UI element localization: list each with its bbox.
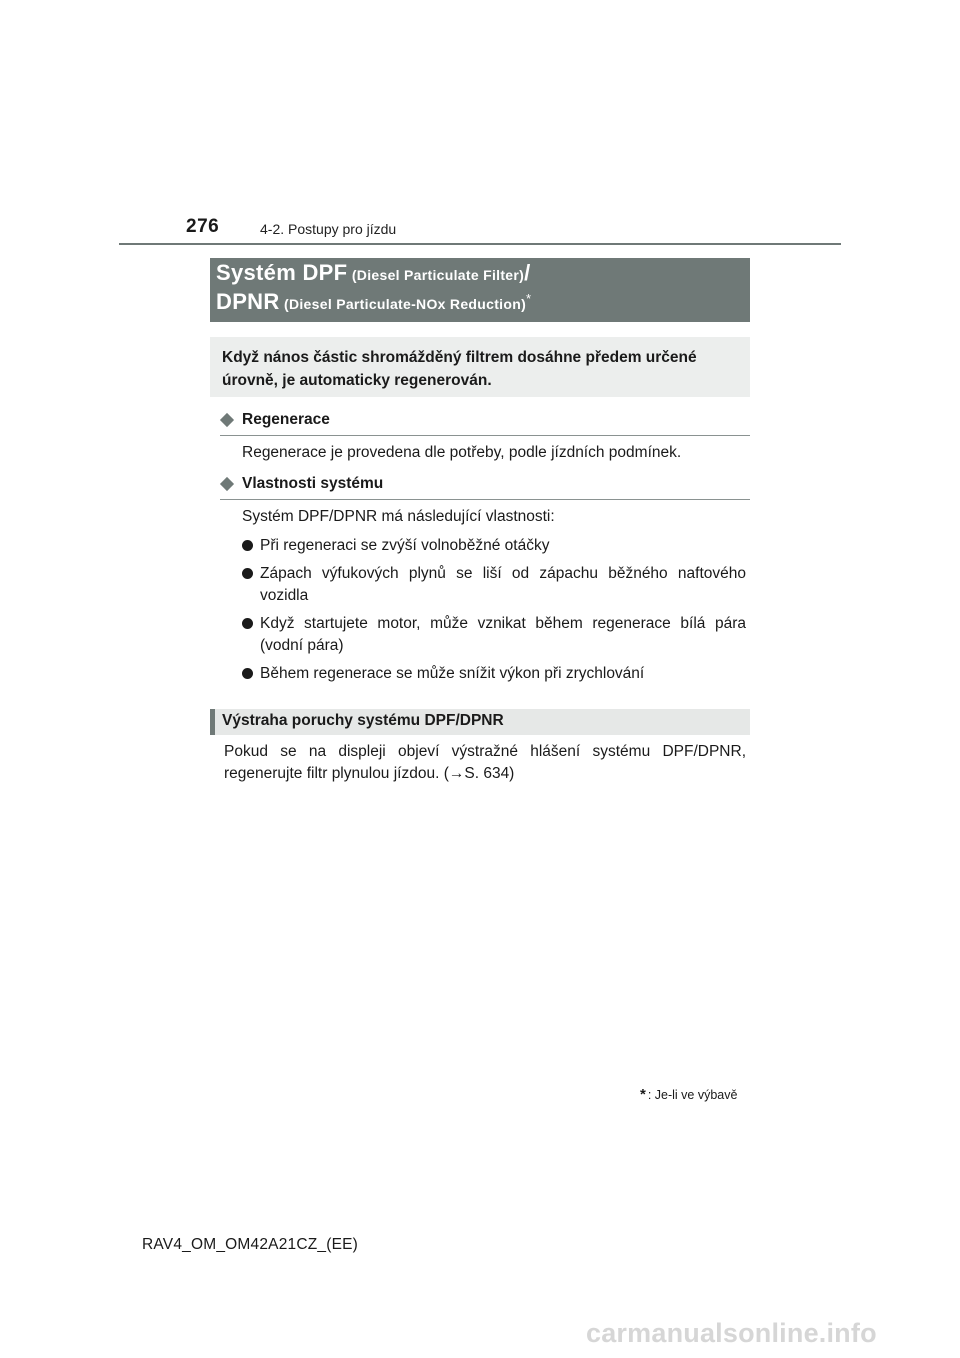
footnote-text: : Je-li ve výbavě [647,1088,738,1102]
page-number: 276 [186,216,220,237]
list-item-text: Když startujete motor, může vznikat během regenerace bílá pára (vodní pára) [260,615,746,654]
title-asterisk: * [526,291,532,306]
title-dpf-subtitle: (Diesel Particulate Filter) [351,267,525,283]
warning-text [224,741,746,785]
diamond-icon [220,413,234,427]
title-dpnr: DPNR [216,289,280,314]
title-slash: / [524,260,531,285]
title-line-1 [216,260,530,286]
regeneration-heading-label: Regenerace [242,411,330,428]
diamond-icon [220,477,234,491]
properties-heading-label: Vlastnosti systému [242,475,384,492]
intro-text: Když nános částic shromážděný filtrem dosáhne předem určené úrovně, je automaticky regenerován. [222,349,697,389]
regeneration-text: Regenerace je provedena dle potřeby, podle jízdních podmínek. [242,444,682,461]
warning-accent-bar [210,709,215,735]
watermark: carmanualsonline.info [586,1318,877,1348]
header-rule [119,243,841,245]
regeneration-heading [220,411,750,436]
bullet-icon [242,618,253,629]
title-line-2 [216,289,531,315]
list-item-text: Při regeneraci se zvýší volnoběžné otáčky [260,537,550,554]
footnote [640,1086,737,1103]
bullet-icon [242,568,253,579]
properties-heading [220,475,750,500]
warning-heading-box [210,709,750,735]
properties-text: Systém DPF/DPNR má následující vlastnosti: [242,508,555,525]
warning-text-line-2: regenerujte filtr plynulou jízdou. (→S. 634) [224,765,515,782]
section-label: 4-2. Postupy pro jízdu [260,221,397,237]
bullet-icon [242,540,253,551]
title-dpnr-subtitle: (Diesel Particulate-NOx Reduction) [284,296,527,312]
title-dpf: Systém DPF [216,260,348,285]
footnote-asterisk: * [640,1086,646,1103]
manual-code: RAV4_OM_OM42A21CZ_(EE) [142,1236,359,1253]
warning-title: Výstraha poruchy systému DPF/DPNR [222,712,504,729]
list-item-text: Během regenerace se může snížit výkon při zrychlování [260,665,645,682]
section-title-box [210,258,750,322]
list-item-text: Zápach výfukových plynů se liší od zápachu běžného naftového vozidla [260,565,746,604]
bullet-icon [242,668,253,679]
intro-box [210,337,750,397]
warning-text-line-1: Pokud se na displeji objeví výstražné hlášení systému DPF/DPNR, [224,743,746,760]
